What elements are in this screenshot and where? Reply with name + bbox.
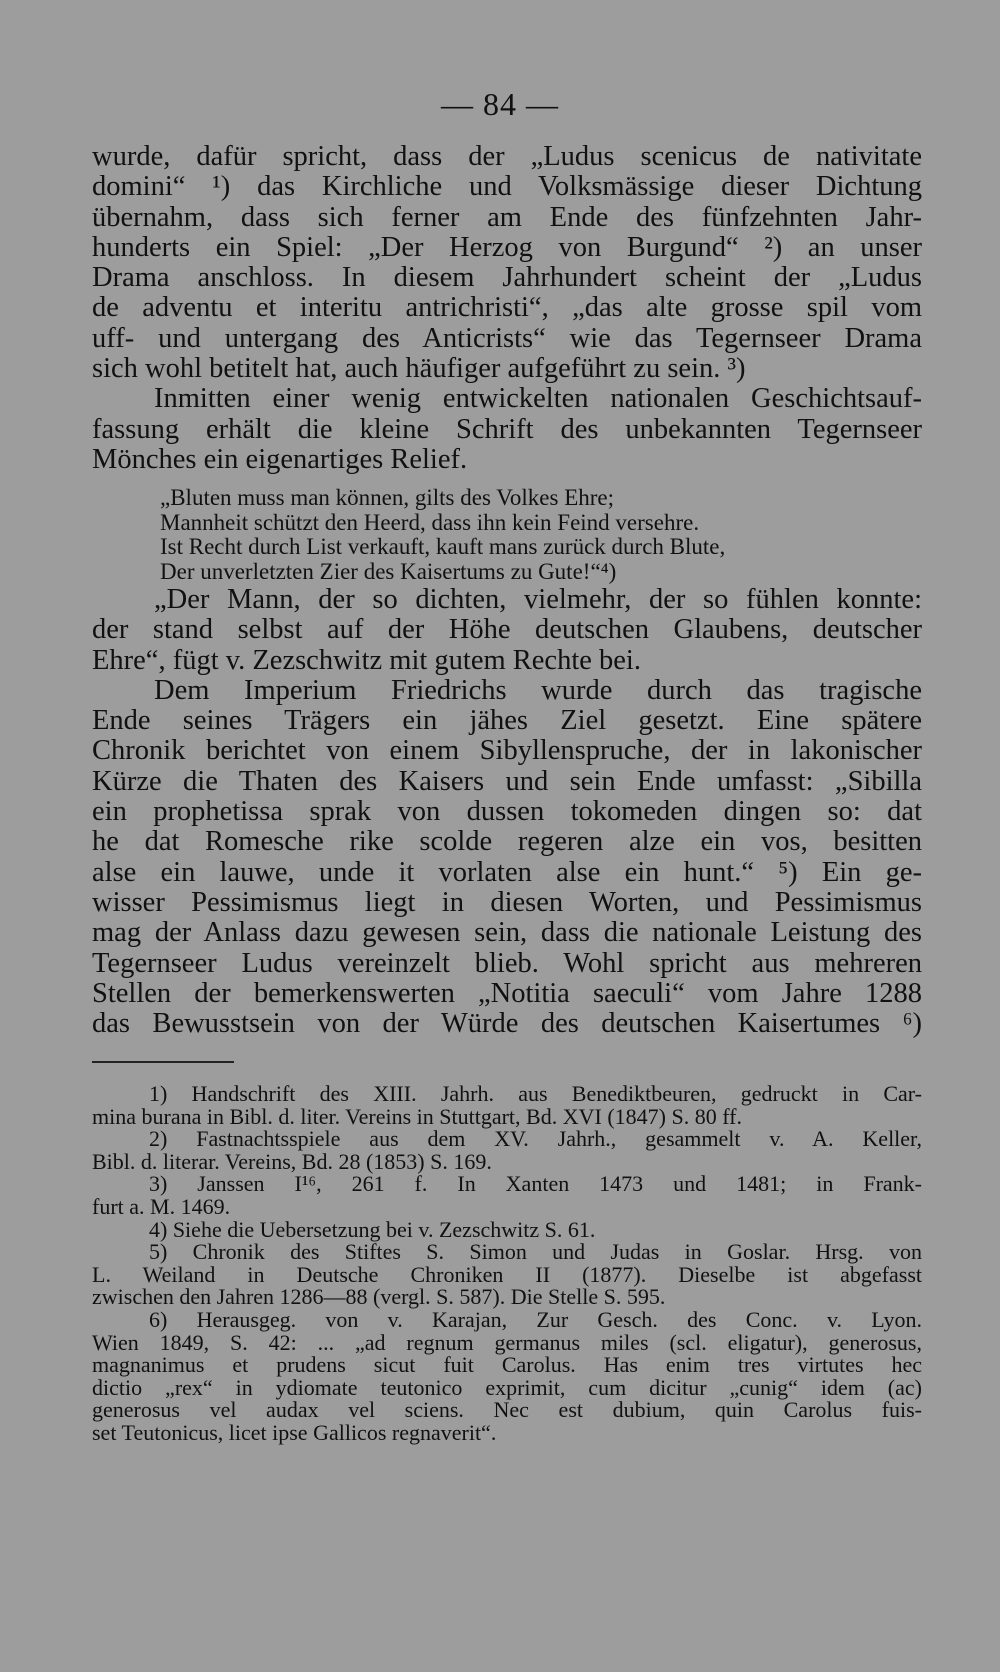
footnote-line: 6) Herausgeg. von v. Karajan, Zur Gesch. des Conc. v. Lyon. (149, 1306, 922, 1332)
text-line: he dat Romesche rike scolde regeren alze ein vos, besitten (92, 826, 922, 858)
quoted-verse (160, 486, 880, 584)
text-line: Tegernseer Ludus vereinzelt blieb. Wohl spricht aus mehreren (92, 947, 922, 979)
text-line: uff- und untergang des Anticrists“ wie das Tegernseer Drama (92, 322, 922, 354)
text-line: Ende seines Trägers ein jähes Ziel gesetzt. Eine spätere (92, 705, 922, 737)
verse-line: Ist Recht durch List verkauft, kauft mans zurück durch Blute, (160, 534, 726, 559)
text-line: Stellen der bemerkenswerten „Notitia saeculi“ vom Jahre 1288 (92, 977, 922, 1009)
footnote-line: 4) Siehe die Uebersetzung bei v. Zezschwitz S. 61. (149, 1216, 596, 1242)
text-line: das Bewusstsein von der Würde des deutschen Kaisertumes ⁶) (92, 1008, 922, 1040)
footnote-line: dictio „rex“ in ydiomate teutonico exprimit, cum dicitur „cunig“ idem (ac) (92, 1374, 922, 1400)
text-line: Mönches ein eigenartiges Relief. (92, 443, 468, 475)
text-line: de adventu et interitu antrichristi“, „das alte grosse spil vom (92, 292, 922, 324)
text-line: ein prophetissa sprak von dussen tokomeden dingen so: dat (92, 796, 922, 828)
verse-line: Mannheit schützt den Heerd, dass ihn kein Feind versehre. (160, 509, 700, 535)
text-line: Drama anschloss. In diesem Jahrhundert scheint der „Ludus (92, 262, 922, 294)
verse-line: Der unverletzten Zier des Kaisertums zu Gute!“⁴) (160, 558, 617, 584)
text-line: sich wohl betitelt hat, auch häufiger aufgeführt zu sein. ³) (92, 353, 746, 385)
text-line: Kürze die Thaten des Kaisers und sein Ende umfasst: „Sibilla (92, 765, 922, 797)
text-line: der stand selbst auf der Höhe deutschen Glaubens, deutscher (92, 614, 922, 646)
text-line: Chronik berichtet von einem Sibyllenspruche, der in lakonischer (92, 735, 922, 767)
footnote-separator (92, 1061, 234, 1063)
text-line: Dem Imperium Friedrichs wurde durch das tragische (154, 674, 922, 706)
footnote-line: 3) Janssen I¹⁶, 261 f. In Xanten 1473 und 1481; in Frank- (149, 1171, 922, 1197)
footnote-line: set Teutonicus, licet ipse Gallicos regnaverit“. (92, 1419, 497, 1445)
text-line: wisser Pessimismus liegt in diesen Worten, und Pessimismus (92, 886, 922, 918)
footnote-line: Wien 1849, S. 42: ... „ad regnum germanus miles (scl. eligatur), generosus, (92, 1329, 922, 1355)
text-line: wurde, dafür spricht, dass der „Ludus scenicus de nativitate (92, 141, 922, 172)
page-number: — 84 — (441, 86, 559, 122)
text-line: hunderts ein Spiel: „Der Herzog von Burgund“ ²) an unser (92, 231, 922, 263)
footnote-line: furt a. M. 1469. (92, 1193, 231, 1219)
footnote-line: magnanimus et prudens sicut fuit Carolus. Has enim tres virtutes hec (92, 1352, 922, 1378)
text-line: mag der Anlass dazu gewesen sein, dass die nationale Leistung des (92, 917, 922, 949)
footnote-line: mina burana in Bibl. d. liter. Vereins in Stuttgart, Bd. XVI (1847) S. 80 ff. (92, 1103, 742, 1129)
footnotes (92, 1083, 922, 1445)
text-line: „Der Mann, der so dichten, vielmehr, der so fühlen konnte: (154, 584, 922, 615)
footnote-line: 2) Fastnachtsspiele aus dem XV. Jahrh., gesammelt v. A. Keller, (149, 1126, 922, 1152)
text-line: alse ein lauwe, unde it vorlaten alse ein hunt.“ ⁵) Ein ge- (92, 856, 922, 888)
footnote-line: generosus vel audax vel sciens. Nec est dubium, quin Carolus fuis- (92, 1397, 922, 1423)
footnote-line: 1) Handschrift des XIII. Jahrh. aus Benediktbeuren, gedruckt in Car- (149, 1081, 922, 1106)
text-line: Ehre“, fügt v. Zezschwitz mit gutem Rechte bei. (92, 644, 641, 676)
main-text-upper (92, 142, 922, 475)
text-line: Inmitten einer wenig entwickelten nationalen Geschichtsauf- (154, 383, 922, 415)
text-line: domini“ ¹) das Kirchliche und Volksmässige dieser Dichtung (92, 171, 922, 203)
text-line: fassung erhält die kleine Schrift des unbekannten Tegernseer (92, 413, 922, 445)
footnote-line: L. Weiland in Deutsche Chroniken II (1877). Dieselbe ist abgefasst (92, 1261, 922, 1287)
verse-line: „Bluten muss man können, gilts des Volkes Ehre; (160, 485, 615, 510)
footnote-line: 5) Chronik des Stiftes S. Simon und Judas in Goslar. Hrsg. von (149, 1239, 922, 1265)
footnote-line: zwischen den Jahren 1286—88 (vergl. S. 587). Die Stelle S. 595. (92, 1284, 666, 1310)
main-text-lower (92, 585, 922, 1039)
footnote-line: Bibl. d. literar. Vereins, Bd. 28 (1853) S. 169. (92, 1148, 492, 1174)
text-line: übernahm, dass sich ferner am Ende des fünfzehnten Jahr- (92, 201, 922, 233)
